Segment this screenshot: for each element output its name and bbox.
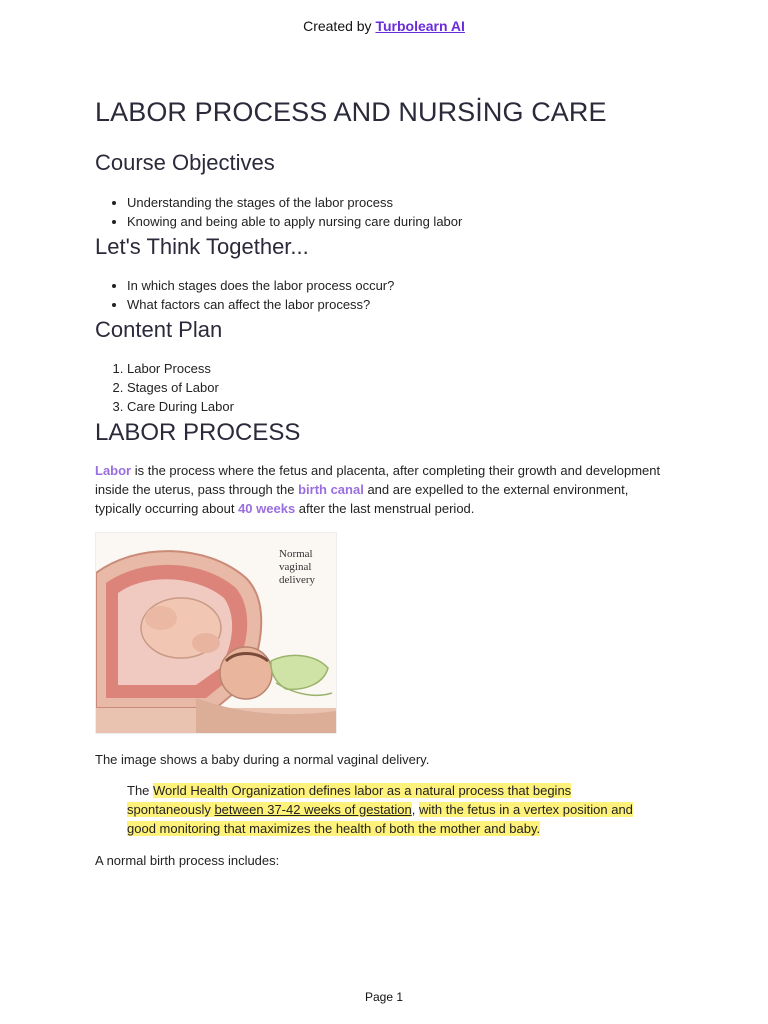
delivery-illustration-svg — [96, 533, 336, 733]
labor-process-heading: LABOR PROCESS — [95, 419, 301, 446]
quote-highlight-gestation: between 37-42 weeks of gestation — [214, 802, 412, 817]
who-definition-quote — [127, 781, 637, 838]
turbolearn-link[interactable]: Turbolearn AI — [375, 18, 465, 34]
header-prefix: Created by — [303, 18, 372, 34]
page-number: Page 1 — [364, 990, 404, 1004]
figure-caption: The image shows a baby during a normal vaginal delivery. — [95, 752, 430, 767]
page-header — [0, 18, 768, 34]
list-item: • What factors can affect the labor process? — [127, 295, 394, 314]
quote-text: The — [127, 783, 154, 798]
keyword-labor: Labor — [95, 463, 132, 478]
figure-caption-line-2: vaginal — [279, 561, 312, 573]
quote-text: , — [411, 802, 419, 817]
list-item: 1. Labor Process — [127, 359, 234, 378]
list-item: 3. Care During Labor — [127, 397, 234, 416]
page-title: LABOR PROCESS AND NURSİNG CARE — [95, 97, 607, 127]
content-plan-list — [95, 359, 234, 416]
content-plan-heading: Content Plan — [95, 317, 223, 342]
list-item: • In which stages does the labor process occur? — [127, 276, 394, 295]
normal-birth-intro: A normal birth process includes: — [95, 853, 280, 868]
think-heading: Let's Think Together... — [95, 234, 309, 259]
keyword-birth-canal: birth canal — [298, 482, 364, 497]
labor-definition — [95, 461, 665, 518]
definition-text: after the last menstrual period. — [295, 501, 475, 516]
vaginal-delivery-illustration — [95, 532, 337, 734]
list-item: • Understanding the stages of the labor process — [127, 193, 462, 212]
figure-caption-line-1: Normal — [279, 548, 313, 560]
quote-highlight: with the fetus in a vertex position and good monitoring that maximizes the health of both the mother and baby. — [127, 802, 633, 836]
think-list — [95, 276, 394, 314]
objectives-heading: Course Objectives — [95, 150, 275, 175]
definition-text: is the process where the fetus and placenta, after completing their growth and development inside the uterus, pass through the — [95, 463, 661, 497]
figure-caption-line-3: delivery — [279, 574, 316, 586]
quote-highlight: World Health Organization defines labor as a natural process that begins spontaneously — [127, 783, 572, 817]
objectives-list — [95, 193, 462, 231]
list-item: • Knowing and being able to apply nursing care during labor — [127, 212, 462, 231]
definition-text: and are expelled to the external environment, typically occurring about — [95, 482, 629, 516]
keyword-40-weeks: 40 weeks — [238, 501, 296, 516]
list-item: 2. Stages of Labor — [127, 378, 234, 397]
